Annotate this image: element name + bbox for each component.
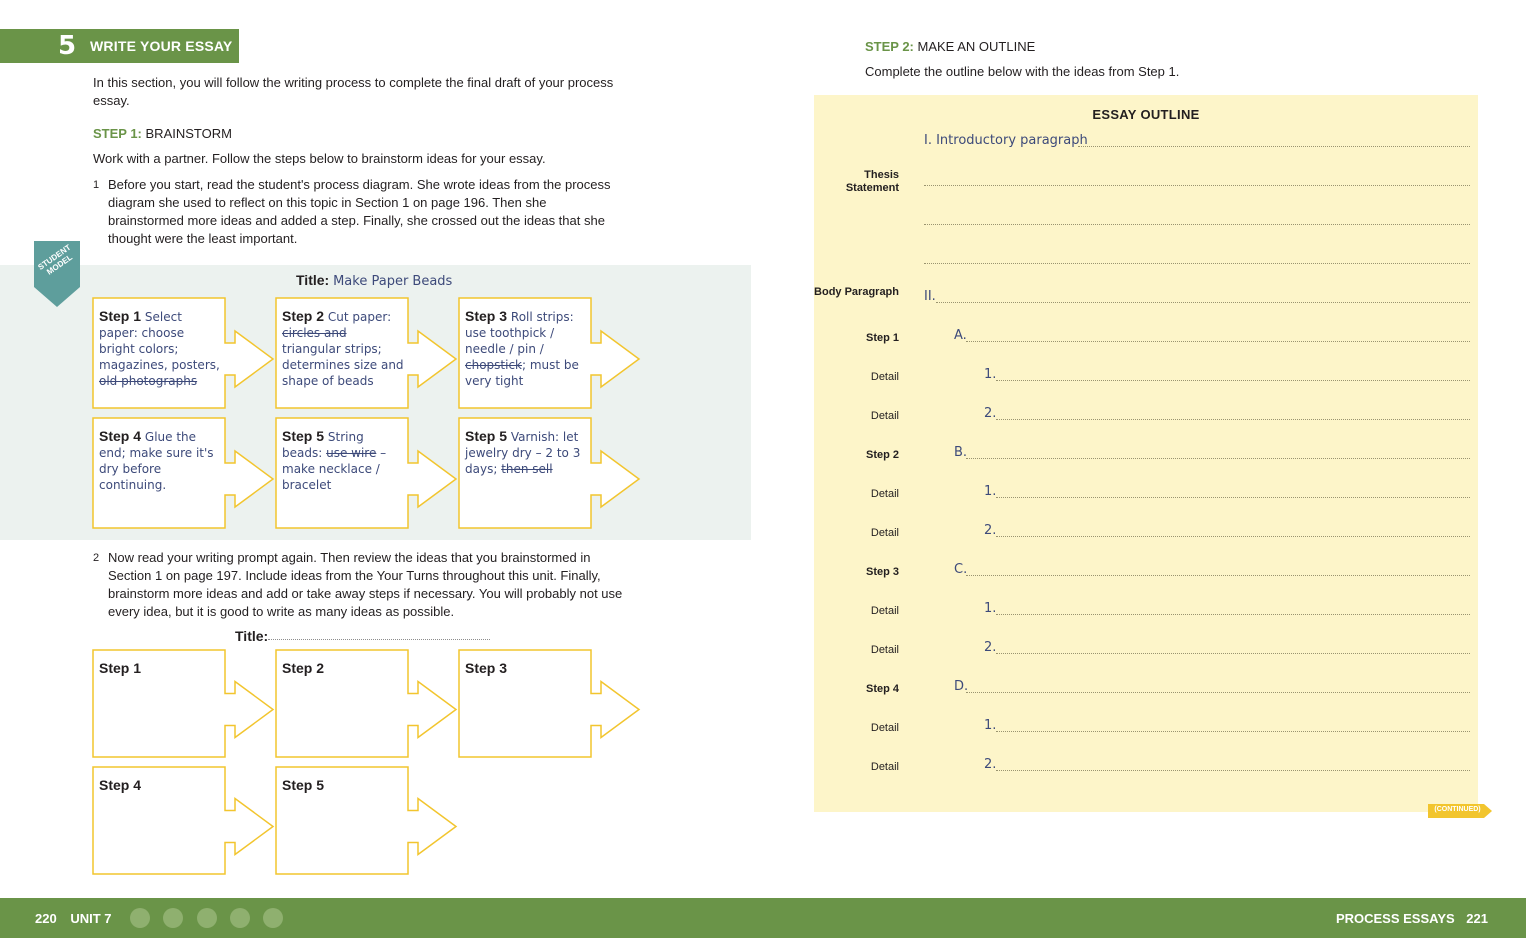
page-footer [0, 898, 1526, 938]
outline-marker: 1. [984, 718, 997, 733]
blank-step-label [465, 660, 507, 677]
outline-step-label: Step 4 [865, 683, 899, 695]
outline-line[interactable] [996, 614, 1470, 615]
model-title-label: Title: [296, 272, 330, 288]
outline-marker: 2. [984, 757, 997, 772]
idea-text: ; must be very tight [465, 358, 579, 388]
model-step-label: Step 5 [465, 428, 511, 444]
outline-line-thesis-3[interactable] [924, 263, 1470, 264]
outline-detail-label: Detail [870, 644, 899, 656]
step2-label: STEP 2: [865, 39, 914, 54]
blank-step-label [282, 660, 324, 677]
idea-text: Select paper: choose bright colors; magazines, posters, [99, 310, 220, 372]
blank-step-name: Step 2 [282, 660, 325, 676]
step1-item-2 [93, 549, 623, 621]
crossed-out-idea: circles and [282, 326, 347, 340]
progress-dot-1 [130, 908, 150, 928]
outline-marker: 1. [984, 601, 997, 616]
model-step-text [282, 428, 406, 493]
outline-detail-label: Detail [870, 605, 899, 617]
model-step-box [93, 418, 225, 528]
model-step-text [465, 308, 589, 389]
model-step-box [93, 298, 225, 408]
thesis-label: Thesis Statement [845, 169, 899, 194]
step2-heading [865, 39, 1035, 54]
outline-marker: 1. [984, 484, 997, 499]
progress-dot-3 [197, 908, 217, 928]
essay-outline-panel [814, 95, 1478, 812]
section-header [0, 29, 239, 63]
blank-step-box[interactable] [276, 650, 408, 757]
outline-marker: C. [954, 562, 968, 577]
section-title: WRITE YOUR ESSAY [90, 38, 233, 54]
model-step-box [276, 298, 408, 408]
outline-detail-label: Detail [870, 371, 899, 383]
outline-marker: A. [954, 328, 967, 343]
progress-dot-5 [263, 908, 283, 928]
idea-text: Glue the end; make sure it's dry before continuing. [99, 430, 214, 492]
outline-line[interactable] [966, 575, 1470, 576]
outline-step-label: Step 3 [865, 566, 899, 578]
outline-line[interactable] [996, 731, 1470, 732]
model-step-box [459, 298, 591, 408]
outline-line-intro[interactable] [1078, 146, 1470, 147]
outline-line[interactable] [996, 770, 1470, 771]
outline-marker: D. [954, 679, 969, 694]
outline-detail-label: Detail [870, 488, 899, 500]
outline-line[interactable] [966, 692, 1470, 693]
outline-detail-label: Detail [870, 410, 899, 422]
step1-item-1 [93, 176, 623, 248]
crossed-out-idea: then sell [501, 462, 553, 476]
model-step-box [276, 418, 408, 528]
item-number: 1 [93, 179, 100, 191]
body-paragraph-label: Body Paragraph [814, 286, 899, 298]
step1-heading [93, 126, 232, 141]
blank-step-label [99, 777, 141, 794]
unit-label: UNIT 7 [70, 911, 112, 926]
outline-detail-label: Detail [870, 527, 899, 539]
blank-step-box[interactable] [93, 650, 225, 757]
crossed-out-idea: old photographs [99, 374, 198, 388]
student-model-badge-text: STUDENT MODEL [36, 242, 74, 277]
outline-marker: B. [954, 445, 968, 460]
step1-name: BRAINSTORM [145, 126, 232, 141]
outline-line[interactable] [996, 536, 1470, 537]
blank-step-label [99, 660, 141, 677]
item-text: Now read your writing prompt again. Then review the ideas that you brainstormed in Section 1 on page 197. Include ideas from the Your Turns throughout this unit. Finally, brainstorm more ideas and add or take away steps if necessary. You will probably not use every idea, but it is good to write as many ideas as possible. [108, 550, 623, 619]
right-title: PROCESS ESSAYS [1335, 911, 1455, 926]
outline-line[interactable] [966, 341, 1470, 342]
outline-line-thesis-1[interactable] [924, 185, 1470, 186]
blank-step-name: Step 1 [99, 660, 142, 676]
blank-step-name: Step 3 [465, 660, 508, 676]
outline-step-label: Step 1 [865, 332, 899, 344]
outline-line-thesis-2[interactable] [924, 224, 1470, 225]
idea-text: String beads: [282, 430, 364, 460]
model-step-box [459, 418, 591, 528]
blank-title-input[interactable] [268, 639, 490, 640]
model-step-label: Step 2 [282, 308, 328, 324]
right-page-number: 221 [1466, 911, 1488, 926]
idea-text: triangular strips; determines size and shape of beads [282, 342, 404, 388]
model-step-text [99, 428, 223, 493]
idea-text: Varnish: let jewelry dry – 2 to 3 days; [465, 430, 581, 476]
outline-detail-label: Detail [870, 761, 899, 773]
footer-left [35, 911, 122, 926]
crossed-out-idea: chopstick [465, 358, 522, 372]
model-step-label: Step 5 [282, 428, 328, 444]
outline-line[interactable] [966, 458, 1470, 459]
outline-marker: 2. [984, 640, 997, 655]
step2-name: MAKE AN OUTLINE [917, 39, 1036, 54]
blank-step-box[interactable] [459, 650, 591, 757]
footer-right [1336, 911, 1488, 926]
step1-instruction: Work with a partner. Follow the steps below to brainstorm ideas for your essay. [93, 151, 546, 166]
outline-title: ESSAY OUTLINE [1092, 107, 1200, 122]
progress-dot-2 [163, 908, 183, 928]
model-title [296, 272, 452, 289]
blank-step-name: Step 4 [99, 777, 142, 793]
left-page-number: 220 [35, 911, 57, 926]
step1-label: STEP 1: [93, 126, 142, 141]
blank-title-label: Title: [235, 628, 269, 644]
model-step-text [99, 308, 223, 389]
model-title-value: Make Paper Beads [333, 274, 453, 289]
model-step-label: Step 1 [99, 308, 145, 324]
blank-step-label [282, 777, 324, 794]
continued-label: (CONTINUED) [1434, 806, 1481, 813]
item-number: 2 [93, 552, 100, 564]
section-number: 5 [58, 31, 77, 61]
outline-marker: 2. [984, 406, 997, 421]
idea-text: – make necklace / bracelet [282, 446, 387, 492]
outline-line[interactable] [996, 380, 1470, 381]
crossed-out-idea: use wire [326, 446, 377, 460]
outline-line[interactable] [996, 419, 1470, 420]
blank-step-name: Step 5 [282, 777, 325, 793]
idea-text: Roll strips: use toothpick / needle / pin / [465, 310, 574, 356]
outline-line[interactable] [996, 653, 1470, 654]
outline-step-label: Step 2 [865, 449, 899, 461]
outline-detail-label: Detail [870, 722, 899, 734]
model-step-label: Step 4 [99, 428, 145, 444]
item-text: Before you start, read the student's process diagram. She wrote ideas from the process diagram she used to reflect on this topic in Section 1 on page 196. Then she brainstormed more ideas and added a step. Finally, she crossed out the ideas that she thought were the least important. [108, 177, 611, 246]
blank-step-box[interactable] [93, 767, 225, 874]
outline-intro-item: I. Introductory paragraph [924, 133, 1088, 148]
step2-instruction: Complete the outline below with the ideas from Step 1. [865, 64, 1180, 79]
outline-marker: 2. [984, 523, 997, 538]
outline-line[interactable] [996, 497, 1470, 498]
idea-text: Cut paper: [327, 310, 392, 324]
model-step-text [282, 308, 406, 389]
intro-paragraph: In this section, you will follow the writing process to complete the final draft of your process essay. [93, 75, 614, 108]
model-step-label: Step 3 [465, 308, 511, 324]
model-step-text [465, 428, 589, 477]
blank-step-box[interactable] [276, 767, 408, 874]
outline-marker: 1. [984, 367, 997, 382]
outline-line-body[interactable] [936, 302, 1470, 303]
progress-dot-4 [230, 908, 250, 928]
body-marker: II. [924, 289, 936, 304]
